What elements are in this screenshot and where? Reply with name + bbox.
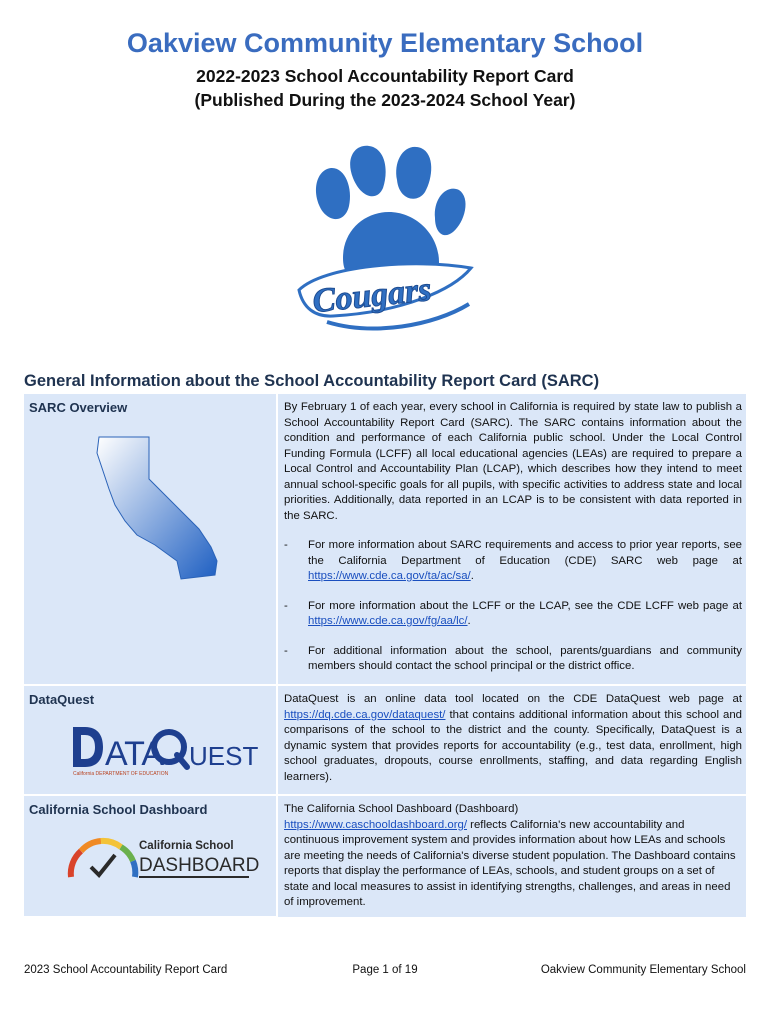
footer-report-name: 2023 School Accountability Report Card xyxy=(24,964,228,976)
dataquest-link[interactable]: https://dq.cde.ca.gov/dataquest/ xyxy=(284,708,446,721)
footer-page-number: Page 1 of 19 xyxy=(352,964,418,976)
sarc-overview-cell xyxy=(24,394,278,684)
list-item xyxy=(284,538,742,585)
dataquest-word2: UEST xyxy=(189,741,259,771)
footer-school-name: Oakview Community Elementary School xyxy=(540,964,746,976)
dataquest-logo-icon xyxy=(69,721,259,777)
list-item xyxy=(284,599,742,630)
published-line: (Published During the 2023-2024 School Year) xyxy=(194,90,576,110)
dashboard-logo-line2: DASHBOARD xyxy=(139,855,260,876)
dataquest-word1: ATA xyxy=(105,735,164,773)
row-label: California School Dashboard xyxy=(29,802,208,817)
cde-tagline: California DEPARTMENT OF EDUCATION xyxy=(73,771,169,777)
bullet-text: For more information about SARC requirements and access to prior year reports, see the California Department of Education (CDE) SARC web page at https://www.cde.ca.gov/ta/ac/sa/. xyxy=(308,539,742,582)
california-map-icon xyxy=(89,429,239,579)
table-row xyxy=(24,394,746,684)
bullet-text: For additional information about the school, parents/guardians and community members should contact the school principal or the district office. xyxy=(308,644,742,672)
school-name: Oakview Community Elementary School xyxy=(126,28,644,58)
dashboard-link[interactable]: https://www.caschooldashboard.org/ xyxy=(284,818,467,831)
section-heading: General Information about the School Accountability Report Card (SARC) xyxy=(24,372,600,390)
sarc-info-table xyxy=(24,394,746,917)
list-item xyxy=(284,644,742,675)
cougars-paw-logo xyxy=(293,140,477,346)
sarc-web-page-link[interactable]: https://www.cde.ca.gov/ta/ac/sa/ xyxy=(308,570,471,582)
bullet-dash: - xyxy=(284,644,288,657)
table-row xyxy=(24,684,746,794)
table-row xyxy=(24,794,746,917)
dataquest-cell xyxy=(24,686,278,794)
dashboard-paragraph: The California School Dashboard (Dashboard) https://www.caschooldashboard.org/ reflects California's new accountability and continuous improvement system and provides information about how LEAs and schools are meeting the needs of California's diverse student population. The Dashboard contains reports that display the performance of LEAs, schools, and student groups on a set of state and local measures to assist in identifying strengths, challenges, and areas in need of improvement. xyxy=(284,803,736,908)
row-label: DataQuest xyxy=(29,692,95,707)
report-title: 2022-2023 School Accountability Report Card xyxy=(196,66,574,86)
bullet-dash: - xyxy=(284,539,288,551)
dashboard-text xyxy=(278,796,746,917)
sarc-overview-text xyxy=(278,394,746,684)
row-label: SARC Overview xyxy=(29,400,128,415)
sarc-overview-paragraph: By February 1 of each year, every school in California is required by state law to publish a School Accountability Report Card (SARC). The SARC contains information about the condition and performance of each California public school. Under the Local Control Funding Formula (LCFF) all local educational agencies (LEAs) are required to prepare a Local Control and Accountability Plan (LCAP), which describes how they intend to meet annual school-specific goals for all pupils, with specific activities to address state and local priorities. Additionally, data reported in an LCAP is to be consistent with data reported in the SARC. xyxy=(284,401,742,522)
dashboard-cell xyxy=(24,796,278,916)
dataquest-paragraph: DataQuest is an online data tool located on the CDE DataQuest web page at https://dq.cde.ca.gov/dataquest/ that contains additional information about this school and comparisons of the school to the district and the county. Specifically, DataQuest is a dynamic system that provides reports for accountability (e.g., test data, enrollment, high school graduates, dropouts, course enrollments, staffing, and data regarding English learners). xyxy=(284,693,742,783)
cougars-wordmark: Cougars xyxy=(310,271,434,321)
dashboard-logo-icon xyxy=(63,827,260,883)
dashboard-logo-line1: California School xyxy=(139,840,234,852)
dataquest-text xyxy=(278,686,746,794)
bullet-dash: - xyxy=(284,599,288,612)
bullet-text: For more information about the LCFF or the LCAP, see the CDE LCFF web page at https://www.cde.ca.gov/fg/aa/lc/. xyxy=(308,599,742,627)
lcff-web-page-link[interactable]: https://www.cde.ca.gov/fg/aa/lc/ xyxy=(308,615,468,627)
